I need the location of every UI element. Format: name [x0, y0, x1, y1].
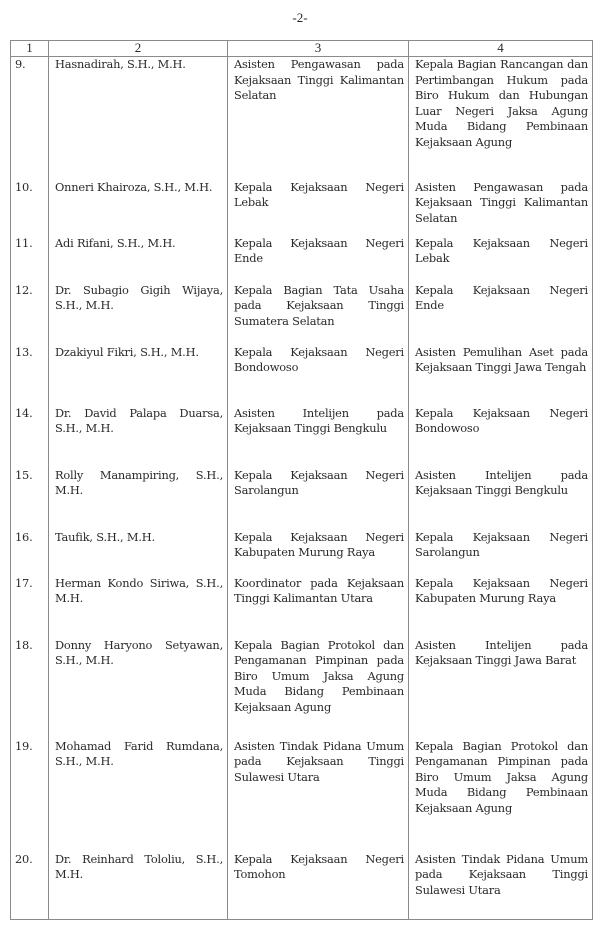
new-position: Asisten Intelijen pada Kejaksaan Tinggi Jawa Barat: [409, 638, 593, 739]
table-row: [11, 283, 593, 345]
current-position: Kepala Bagian Tata Usaha pada Kejaksaan Tinggi Sumatera Selatan: [228, 283, 409, 345]
new-position: Kepala Bagian Protokol dan Pengamanan Pimpinan pada Biro Umum Jaksa Agung Muda Bidang Pembinaan Kejaksaan Agung: [409, 739, 593, 852]
person-name: Mohamad Farid Rumdana, S.H., M.H.: [49, 739, 228, 852]
current-position: Asisten Intelijen pada Kejaksaan Tinggi Bengkulu: [228, 406, 409, 468]
row-number: 18.: [11, 638, 49, 739]
person-name: Dzakiyul Fikri, S.H., M.H.: [49, 345, 228, 406]
table-row: [11, 345, 593, 406]
person-name: Hasnadirah, S.H., M.H.: [49, 57, 228, 180]
table-row: [11, 406, 593, 468]
assignment-table: [10, 40, 593, 920]
row-number: 14.: [11, 406, 49, 468]
person-name: Onneri Khairoza, S.H., M.H.: [49, 180, 228, 236]
row-number: 20.: [11, 852, 49, 920]
person-name: Donny Haryono Setyawan, S.H., M.H.: [49, 638, 228, 739]
current-position: Asisten Pengawasan pada Kejaksaan Tinggi Kalimantan Selatan: [228, 57, 409, 180]
current-position: Kepala Kejaksaan Negeri Tomohon: [228, 852, 409, 920]
new-position: Asisten Tindak Pidana Umum pada Kejaksaan Tinggi Sulawesi Utara: [409, 852, 593, 920]
current-position: Kepala Kejaksaan Negeri Bondowoso: [228, 345, 409, 406]
new-position: Kepala Kejaksaan Negeri Ende: [409, 283, 593, 345]
new-position: Kepala Kejaksaan Negeri Kabupaten Murung Raya: [409, 576, 593, 638]
table-row: [11, 739, 593, 852]
person-name: Dr. Subagio Gigih Wijaya, S.H., M.H.: [49, 283, 228, 345]
table-row: [11, 236, 593, 283]
table-row: [11, 180, 593, 236]
new-position: Asisten Intelijen pada Kejaksaan Tinggi Bengkulu: [409, 468, 593, 530]
person-name: Dr. Reinhard Tololiu, S.H., M.H.: [49, 852, 228, 920]
current-position: Asisten Tindak Pidana Umum pada Kejaksaan Tinggi Sulawesi Utara: [228, 739, 409, 852]
current-position: Kepala Kejaksaan Negeri Sarolangun: [228, 468, 409, 530]
column-header-old-position: 3: [228, 41, 409, 57]
table-header-row: [11, 41, 593, 57]
current-position: Kepala Kejaksaan Negeri Kabupaten Murung Raya: [228, 530, 409, 576]
new-position: Kepala Kejaksaan Negeri Bondowoso: [409, 406, 593, 468]
row-number: 10.: [11, 180, 49, 236]
new-position: Asisten Pemulihan Aset pada Kejaksaan Tinggi Jawa Tengah: [409, 345, 593, 406]
row-number: 9.: [11, 57, 49, 180]
person-name: Rolly Manampiring, S.H., M.H.: [49, 468, 228, 530]
current-position: Kepala Bagian Protokol dan Pengamanan Pimpinan pada Biro Umum Jaksa Agung Muda Bidang Pembinaan Kejaksaan Agung: [228, 638, 409, 739]
row-number: 16.: [11, 530, 49, 576]
person-name: Dr. David Palapa Duarsa, S.H., M.H.: [49, 406, 228, 468]
column-header-name: 2: [49, 41, 228, 57]
row-number: 19.: [11, 739, 49, 852]
person-name: Herman Kondo Siriwa, S.H., M.H.: [49, 576, 228, 638]
current-position: Kepala Kejaksaan Negeri Lebak: [228, 180, 409, 236]
table-row: [11, 468, 593, 530]
page-number: -2-: [292, 10, 308, 25]
row-number: 13.: [11, 345, 49, 406]
new-position: Kepala Kejaksaan Negeri Sarolangun: [409, 530, 593, 576]
row-number: 17.: [11, 576, 49, 638]
table-row: [11, 530, 593, 576]
row-number: 15.: [11, 468, 49, 530]
current-position: Koordinator pada Kejaksaan Tinggi Kalimantan Utara: [228, 576, 409, 638]
table-row: [11, 638, 593, 739]
column-header-new-position: 4: [409, 41, 593, 57]
table-row: [11, 852, 593, 920]
row-number: 11.: [11, 236, 49, 283]
person-name: Taufik, S.H., M.H.: [49, 530, 228, 576]
row-number: 12.: [11, 283, 49, 345]
person-name: Adi Rifani, S.H., M.H.: [49, 236, 228, 283]
table-row: [11, 576, 593, 638]
new-position: Asisten Pengawasan pada Kejaksaan Tinggi Kalimantan Selatan: [409, 180, 593, 236]
new-position: Kepala Bagian Rancangan dan Pertimbangan Hukum pada Biro Hukum dan Hubungan Luar Negeri Jaksa Agung Muda Bidang Pembinaan Kejaksaan Agung: [409, 57, 593, 180]
new-position: Kepala Kejaksaan Negeri Lebak: [409, 236, 593, 283]
column-header-number: 1: [11, 41, 49, 57]
table-row: [11, 57, 593, 180]
current-position: Kepala Kejaksaan Negeri Ende: [228, 236, 409, 283]
